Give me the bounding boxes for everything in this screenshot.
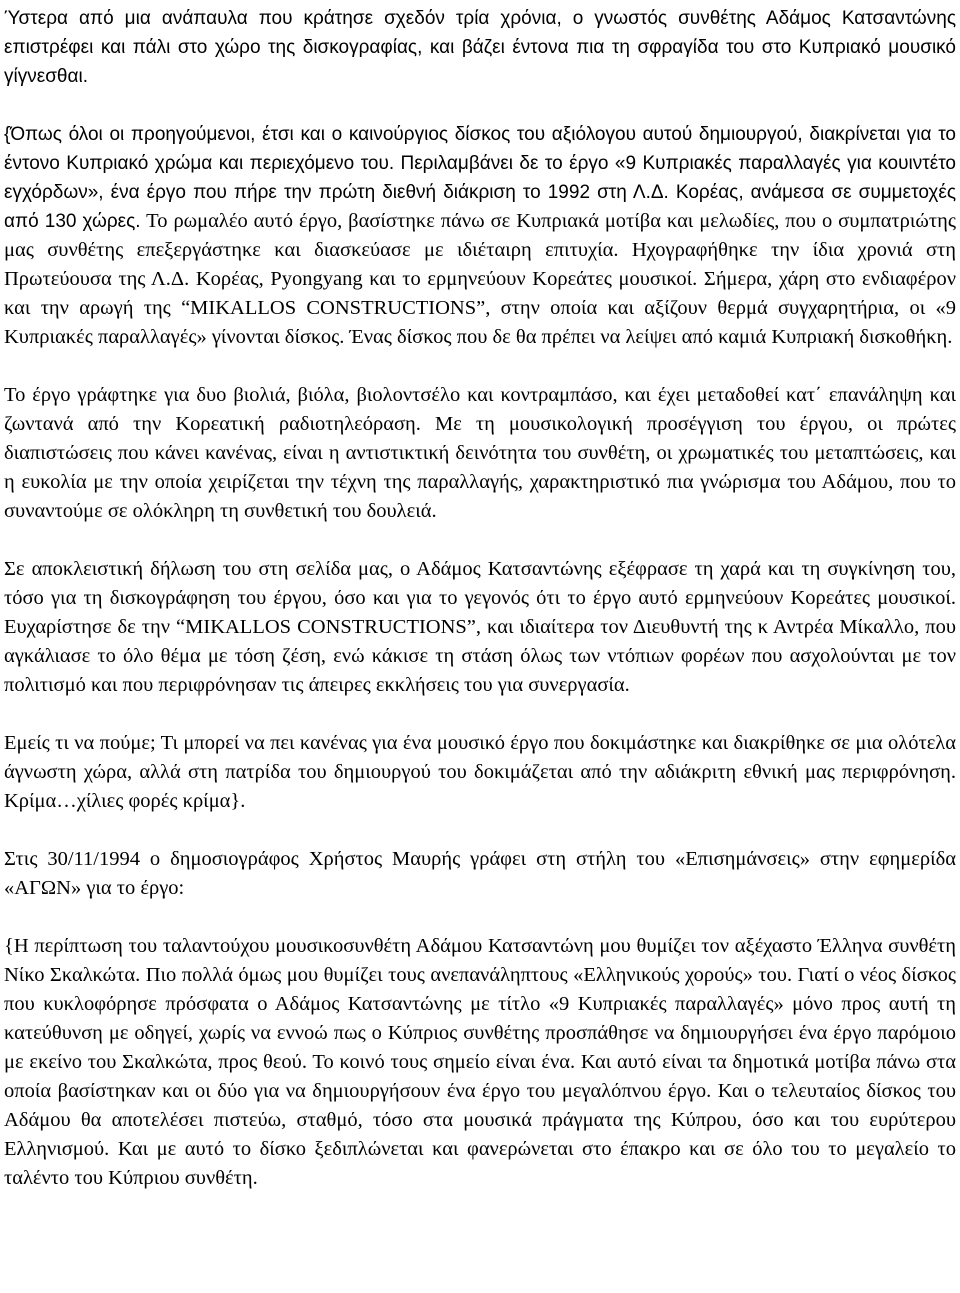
paragraph-work-analysis	[4, 381, 956, 526]
statement-sentence-1: Σε αποκλειστική δήλωση του στη σελίδα μας, ο Αδάμος Κατσαντώνης εξέφρασε τη χαρά και τη συγκίνηση του, τόσο για τη δισκογράφηση του έργου, όσο και για το γεγονός ότι το έργο αυτό ερμηνεύουν Κορεάτες μουσικοί.	[4, 558, 956, 609]
editorial-sentence-2: Κρίμα…χίλιες φορές κρίμα}.	[4, 790, 246, 812]
paragraph-newspaper-quote	[4, 932, 956, 1193]
paragraph-spacer	[4, 903, 956, 932]
editorial-sentence-1: Εμείς τι να πούμε; Τι μπορεί να πει κανένας για ένα μουσικό έργο που δοκιμάστηκε και διακρίθηκε σε μια ολότελα άγνωστη χώρα, αλλά στη πατρίδα του δημιουργού του δοκιμάζεται από την αδιάκριτη εθνική μας περιφρόνηση.	[4, 732, 956, 783]
album-sentence-3: Το ρωμαλέο αυτό έργο, βασίστηκε πάνω σε Κυπριακά μοτίβα και μελωδίες, που ο συμπατριώτης μας συνθέτης επεξεργάστηκε και διασκεύασε με ιδιέταιρη επιτυχία.	[4, 210, 956, 261]
album-sentence-1: {Όπως όλοι οι προηγούμενοι, έτσι και ο καινούργιος δίσκος του αξιόλογου αυτού δημιουργού, διακρίνεται για το έντονο Κυπριακό χρώμα και περιεχόμενο του.	[4, 124, 956, 174]
paragraph-spacer	[4, 816, 956, 845]
album-sentence-4: Ηχογραφήθηκε την ίδια χρονιά στη Πρωτεύουσα της Λ.Δ. Κορέας, Pyongyang και το ερμηνεύουν Κορεάτες μουσικοί.	[4, 239, 956, 290]
work-sentence-1: Το έργο γράφτηκε για δυο βιολιά, βιόλα, βιολοντσέλο και κοντραμπάσο, και έχει μεταδοθεί κατ΄ επανάληψη και ζωντανά από την Κορεατική ραδιοτηλεόραση.	[4, 384, 956, 435]
quote-sentence-5: Και αυτό είναι τα δημοτικά μοτίβα πάνω στα οποία βασίστηκαν και οι δύο για να δημιουργήσουν ένα έργο του μεγαλόπνου έργο.	[4, 1051, 956, 1102]
paragraph-intro	[4, 4, 956, 91]
album-sentence-6: Ένας δίσκος που δε θα πρέπει να λείψει από καμιά Κυπριακή δισκοθήκη.	[349, 326, 953, 348]
newspaper-intro-sentence: Στις 30/11/1994 ο δημοσιογράφος Χρήστος Μαυρής γράφει στη στήλη του «Επισημάνσεις» στην εφημερίδα «ΑΓΩΝ» για το έργο:	[4, 848, 956, 899]
work-sentence-2: Με τη μουσικολογική προσέγγιση του έργου, οι πρώτες διαπιστώσεις που κάνει κανένας, είναι η αντιστικτική δεινότητα του συνθέτη, οι χρωματικές του μεταπτώσεις, και η ευκολία με την οποία χειρίζεται την τέχνη της παραλλαγής, χαρακτηριστικό πια γνώρισμα του Αδάμου, που το συναντούμε σε ολόκληρη τη συνθετική του δουλειά.	[4, 413, 957, 522]
album-sentence-5: Σήμερα, χάρη στο ενδιαφέρον και την αρωγή της “MIKALLOS CONSTRUCTIONS”, στην οποία και αξίζουν θερμά συγχαρητήρια, οι «9 Κυπριακές παραλλαγές» γίνονται δίσκος.	[4, 268, 956, 348]
paragraph-newspaper-intro	[4, 845, 956, 903]
quote-sentence-3: Γιατί ο νέος δίσκος που κυκλοφόρησε πρόσφατα ο Αδάμος Κατσαντώνης με τίτλο «9 Κυπριακές παραλλαγές» μόνο προς αυτή τη κατεύθυνση με οδηγεί, χωρίς να εννοώ πως ο Κύπριος συνθέτης προσπάθησε να δημιουργήσει ένα έργο παρόμοιο με εκείνο του Σκαλκώτα, προς θεού.	[4, 964, 957, 1073]
paragraph-editorial-comment	[4, 729, 956, 816]
quote-sentence-1: {Η περίπτωση του ταλαντούχου μουσικοσυνθέτη Αδάμου Κατσαντώνη μου θυμίζει τον αξέχαστο Έλληνα συνθέτη Νίκο Σκαλκώτα.	[4, 935, 956, 986]
intro-sentence: Ύστερα από μια ανάπαυλα που κράτησε σχεδόν τρία χρόνια, ο γνωστός συνθέτης Αδάμος Κατσαντώνης επιστρέφει και πάλι στο χώρο της δισκογραφίας, και βάζει έντονα πια τη σφραγίδα του στο Κυπριακό μουσικό γίγνεσθαι.	[4, 8, 956, 87]
statement-sentence-2: Ευχαρίστησε δε την “MIKALLOS CONSTRUCTIONS”, και ιδιαίτερα τον Διευθυντή της κ Αντρέα Μίκαλλο, που αγκάλιασε το όλο θέμα με τόση ζέση, ενώ κάκισε τη στάση όλως των ντόπιων φορέων που ασχολούνται με τον πολιτισμό και που περιφρόνησαν τις άπειρες εκκλήσεις του για συνεργασία.	[4, 616, 956, 696]
paragraph-spacer	[4, 700, 956, 729]
quote-sentence-6: Και ο τελευταίος δίσκος του Αδάμου θα αποτελέσει πιστεύω, σταθμό, τόσο στα μουσικά πράγματα της Κύπρου, όσο και του ευρύτερου Ελληνισμού.	[4, 1080, 956, 1160]
paragraph-spacer	[4, 91, 956, 120]
paragraph-composer-statement	[4, 555, 956, 700]
quote-sentence-7: Και με αυτό το δίσκο ξεδιπλώνεται και φανερώνεται στο έπακρο και σε όλο του το μεγαλείο το ταλέντο του Κύπριου συνθέτη.	[4, 1138, 956, 1189]
paragraph-spacer	[4, 352, 956, 381]
paragraph-spacer	[4, 526, 956, 555]
quote-sentence-4: Το κοινό τους σημείο είναι ένα.	[312, 1051, 576, 1073]
paragraph-album-description	[4, 120, 956, 352]
quote-sentence-2: Πιο πολλά όμως μου θυμίζει τους ανεπανάληπτους «Ελληνικούς χορούς» του.	[145, 964, 793, 986]
album-sentence-2: Περιλαμβάνει δε το έργο «9 Κυπριακές παραλλαγές για κουιντέτο εγχόρδων», ένα έργο που πήρε την πρώτη διεθνή διάκριση το 1992 στη Λ.Δ. Κορέας, ανάμεσα σε συμμετοχές από 130 χώρες.	[4, 153, 957, 232]
